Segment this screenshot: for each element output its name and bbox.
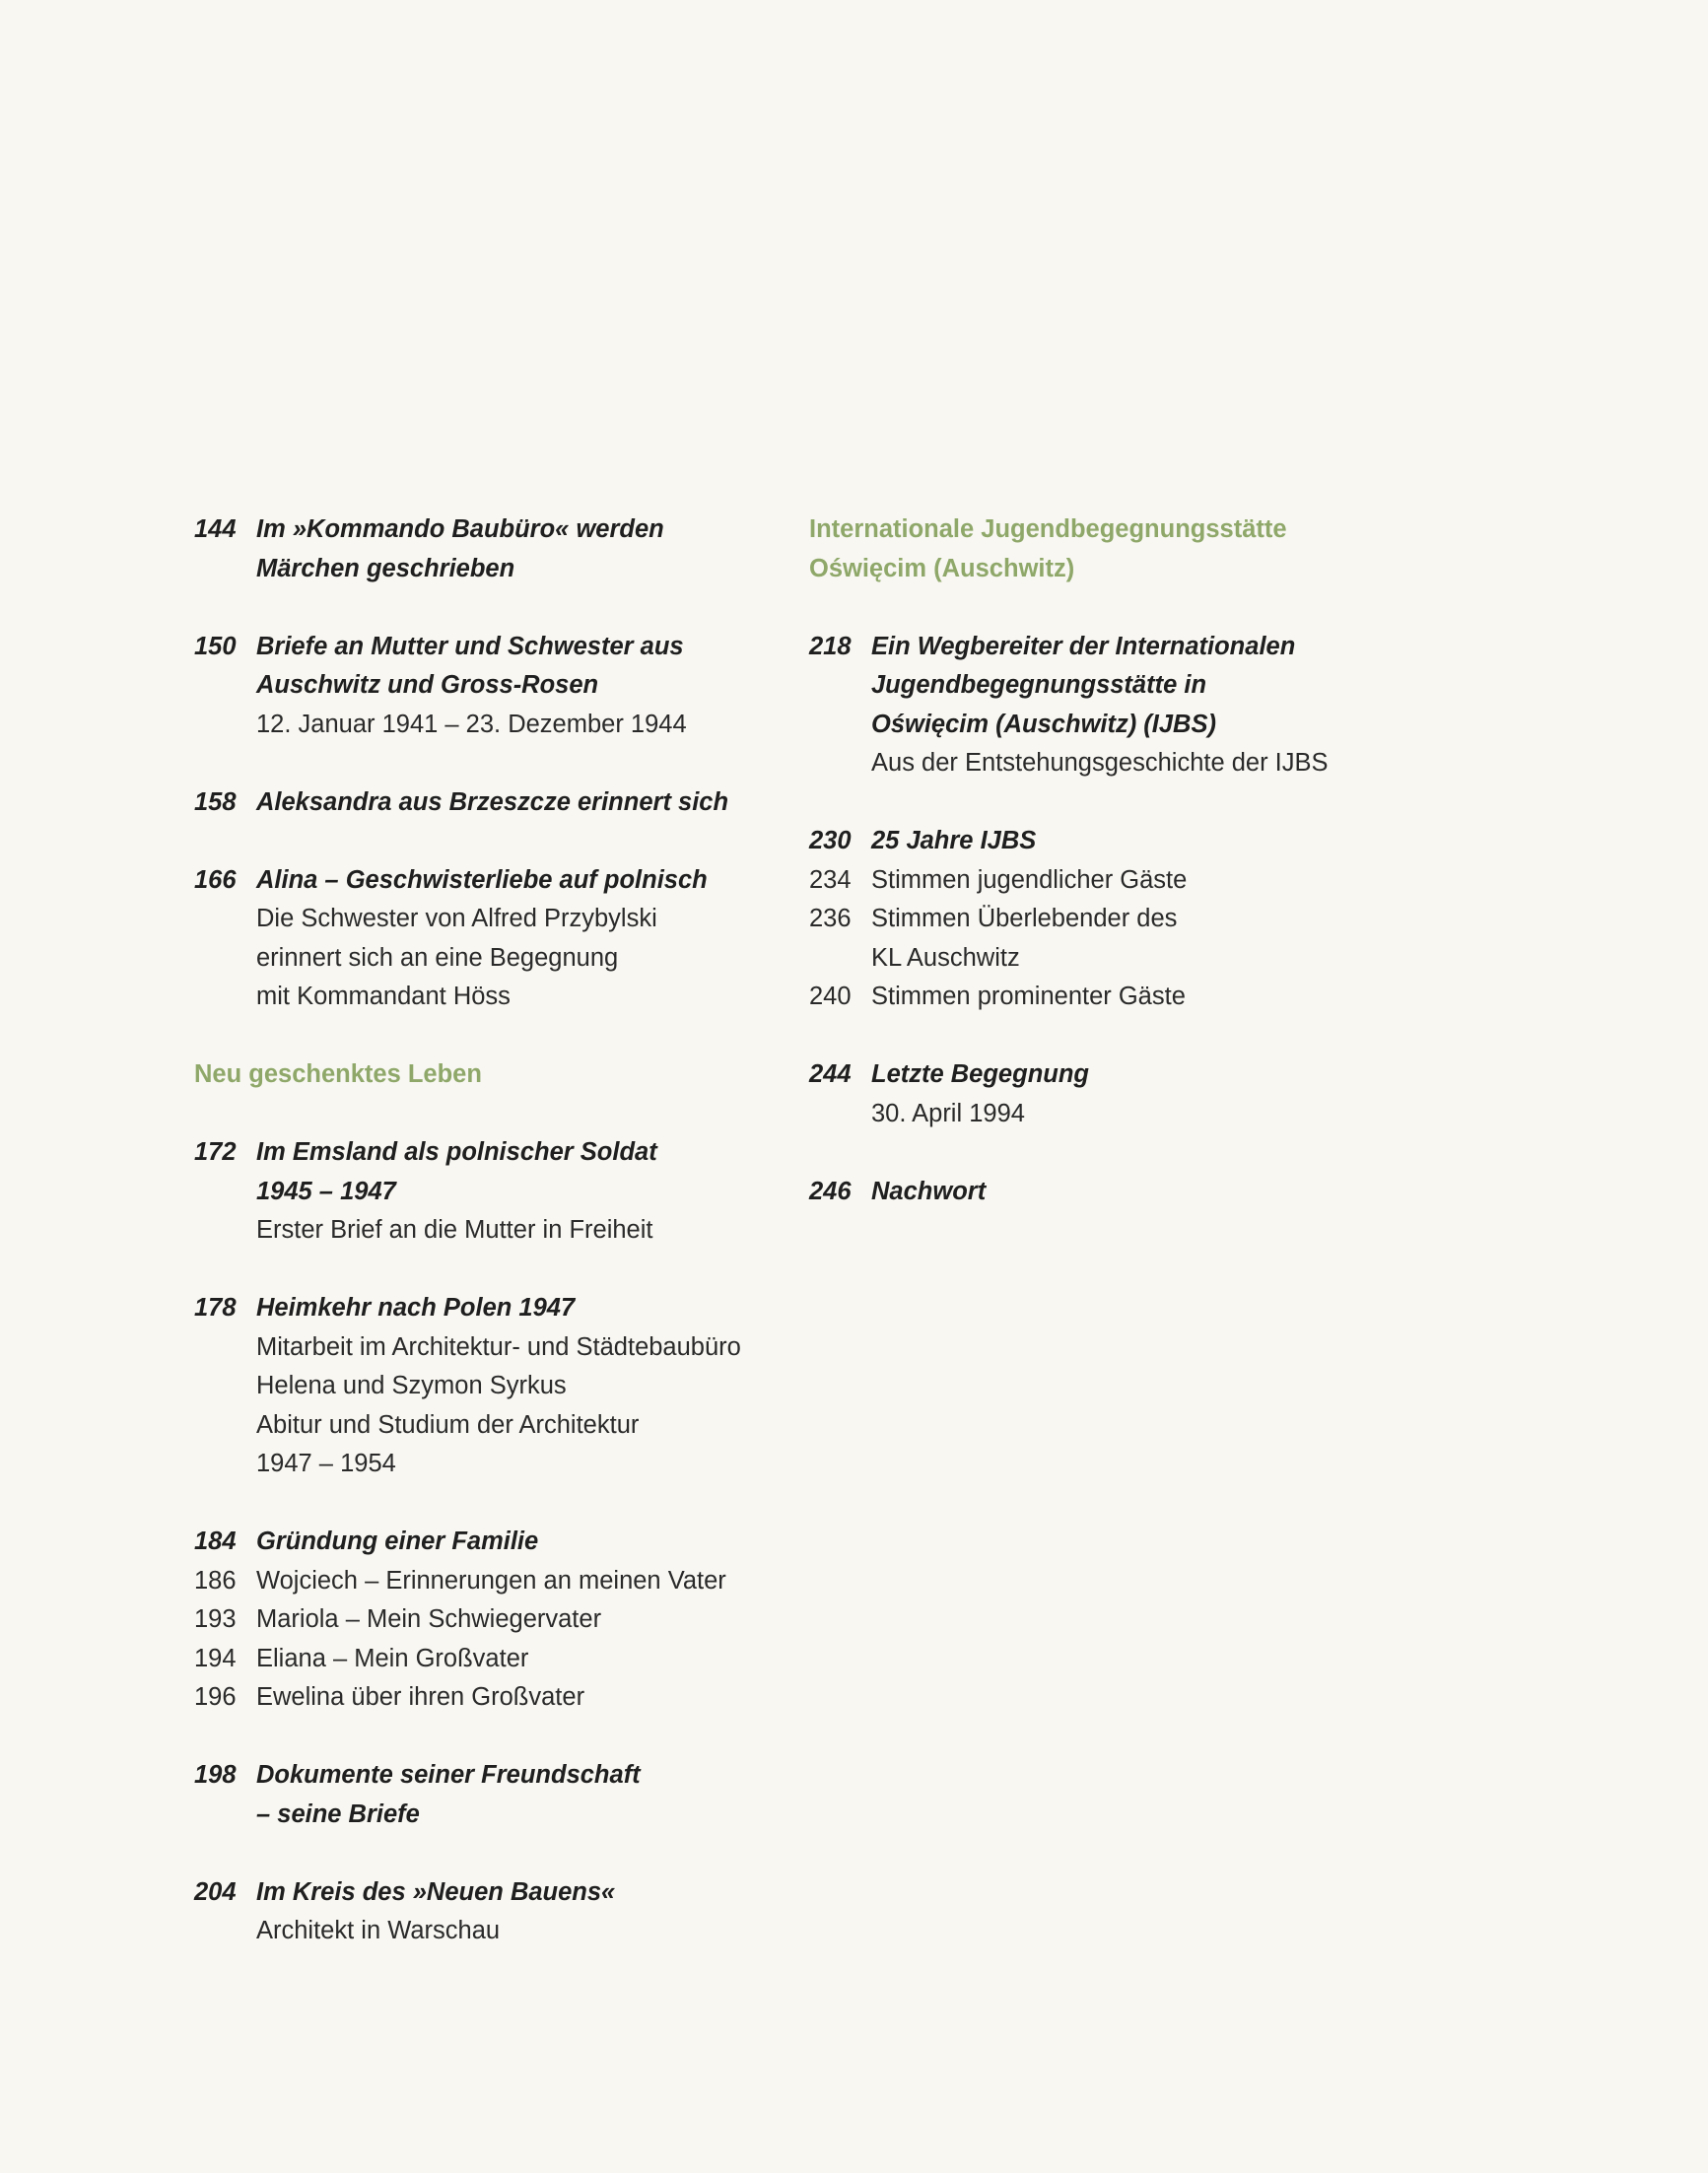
page-number: 166 xyxy=(194,865,237,894)
toc-entry-title-line xyxy=(194,1756,786,1796)
page-number: 196 xyxy=(194,1683,237,1711)
page-number xyxy=(194,1328,256,1368)
page-number: 236 xyxy=(809,905,852,932)
toc-entry-sub-line xyxy=(194,1406,786,1446)
toc-entries-group-bottom xyxy=(194,1133,786,1951)
toc-entry[interactable] xyxy=(194,510,786,588)
page-number: 144 xyxy=(194,515,237,543)
toc-entry-title-line xyxy=(194,510,786,550)
page-number xyxy=(194,666,256,706)
toc-entry-sub-line xyxy=(194,900,786,939)
toc-entry-sub-line xyxy=(194,1600,786,1640)
toc-entry[interactable] xyxy=(194,1289,786,1484)
page-number: 230 xyxy=(809,827,852,854)
entry-text: Abitur und Studium der Architektur xyxy=(256,1410,640,1439)
toc-entry-title-line xyxy=(809,706,1401,745)
toc-entry[interactable] xyxy=(194,628,786,745)
page-number: 198 xyxy=(194,1761,237,1789)
entry-text: Erster Brief an die Mutter in Freiheit xyxy=(256,1216,653,1244)
page-number: 234 xyxy=(809,865,852,894)
toc-entry-sub-line xyxy=(809,744,1401,783)
toc-entry-title-line xyxy=(809,628,1401,667)
toc-entry-title-line xyxy=(809,1055,1401,1095)
toc-entry[interactable] xyxy=(194,1756,786,1834)
entry-text: Aus der Entstehungsgeschichte der IJBS xyxy=(871,749,1329,777)
toc-entry-title-line xyxy=(194,861,786,901)
entry-text: Eliana – Mein Großvater xyxy=(256,1644,529,1672)
page-number xyxy=(194,1367,256,1406)
toc-entry-sub-line xyxy=(194,706,786,745)
page-number: 246 xyxy=(809,1177,852,1205)
entry-text: Auschwitz und Gross-Rosen xyxy=(256,671,599,699)
page-number xyxy=(194,1173,256,1212)
page-number xyxy=(194,1211,256,1251)
toc-entry-sub-line xyxy=(809,861,1401,901)
toc-left-column xyxy=(194,510,786,1990)
page-number xyxy=(194,1445,256,1484)
entry-text: Mariola – Mein Schwiegervater xyxy=(256,1605,602,1633)
page-number: 150 xyxy=(194,632,237,660)
toc-right-column xyxy=(809,510,1401,1251)
entry-text: Im »Kommando Baubüro« werden xyxy=(256,515,664,543)
toc-entry[interactable] xyxy=(809,628,1401,783)
toc-entry-title-line xyxy=(194,1873,786,1913)
entry-text: 12. Januar 1941 – 23. Dezember 1944 xyxy=(256,710,687,738)
toc-entry-title-line xyxy=(194,666,786,706)
entry-text: Mitarbeit im Architektur- und Städtebaubüro xyxy=(256,1332,741,1361)
entry-text: Alina – Geschwisterliebe auf polnisch xyxy=(256,865,708,894)
entry-text: Ewelina über ihren Großvater xyxy=(256,1683,585,1711)
page-number: 240 xyxy=(809,983,852,1010)
entry-text: Wojciech – Erinnerungen an meinen Vater xyxy=(256,1566,726,1595)
entry-text: Jugendbegegnungsstätte in xyxy=(871,671,1207,699)
entry-text: Stimmen Überlebender des xyxy=(871,905,1178,932)
toc-entry-sub-line xyxy=(194,1912,786,1951)
toc-entry-sub-line xyxy=(809,978,1401,1017)
page-number: 194 xyxy=(194,1644,237,1672)
section-heading-ijbs-line-2: Oświęcim (Auschwitz) xyxy=(809,554,1075,582)
section-heading-neu-geschenktes-leben: Neu geschenktes Leben xyxy=(194,1060,482,1088)
section-heading-ijbs-line-1: Internationale Jugendbegegnungsstätte xyxy=(809,515,1287,543)
entry-text: Nachwort xyxy=(871,1177,987,1205)
toc-entry-title-line xyxy=(194,783,786,823)
toc-entry-title-line xyxy=(194,1173,786,1212)
page-number: 172 xyxy=(194,1138,237,1166)
toc-entry-sub-line xyxy=(194,1562,786,1601)
page-number xyxy=(194,1796,256,1835)
page-number xyxy=(809,744,871,783)
toc-entries-group-right xyxy=(809,628,1401,1212)
entry-text: Die Schwester von Alfred Przybylski xyxy=(256,905,657,932)
page-number xyxy=(809,706,871,745)
toc-entry-title-line xyxy=(809,822,1401,861)
page-number xyxy=(194,978,256,1017)
page-number: 178 xyxy=(194,1294,237,1322)
page-number xyxy=(809,666,871,706)
toc-entry-sub-line xyxy=(809,1095,1401,1134)
entry-text: erinnert sich an eine Begegnung xyxy=(256,943,619,972)
entry-text: 1945 – 1947 xyxy=(256,1177,396,1205)
page-number xyxy=(809,939,871,979)
page-number: 193 xyxy=(194,1605,237,1633)
page-number xyxy=(194,939,256,979)
toc-entry-title-line xyxy=(809,666,1401,706)
entry-text: KL Auschwitz xyxy=(871,943,1020,972)
entry-text: Stimmen prominenter Gäste xyxy=(871,983,1186,1010)
toc-entry[interactable] xyxy=(809,1173,1401,1212)
entry-text: Im Kreis des »Neuen Bauens« xyxy=(256,1877,616,1906)
toc-entry-sub-line xyxy=(194,1640,786,1679)
page-number: 204 xyxy=(194,1877,237,1906)
entry-text: Oświęcim (Auschwitz) (IJBS) xyxy=(871,710,1216,738)
toc-entry[interactable] xyxy=(194,783,786,823)
toc-entry-sub-line xyxy=(194,1367,786,1406)
entry-text: Aleksandra aus Brzeszcze erinnert sich xyxy=(256,787,729,816)
toc-entry-title-line xyxy=(194,1523,786,1562)
entry-text: Letzte Begegnung xyxy=(871,1060,1089,1088)
page-number xyxy=(809,1095,871,1134)
toc-entry-title-line xyxy=(194,628,786,667)
entry-text: 1947 – 1954 xyxy=(256,1450,396,1477)
entry-text: Gründung einer Familie xyxy=(256,1528,539,1555)
page-number xyxy=(194,706,256,745)
toc-entry[interactable] xyxy=(194,1873,786,1951)
toc-entry-title-line xyxy=(194,1289,786,1328)
page-number xyxy=(194,1406,256,1446)
entry-text: Ein Wegbereiter der Internationalen xyxy=(871,632,1296,660)
entry-text: mit Kommandant Höss xyxy=(256,983,511,1010)
entry-text: Architekt in Warschau xyxy=(256,1917,501,1944)
toc-entry-sub-line xyxy=(194,939,786,979)
entry-text: Märchen geschrieben xyxy=(256,554,515,582)
toc-entry-sub-line xyxy=(194,1678,786,1718)
toc-entry-title-line xyxy=(809,1173,1401,1212)
entry-text: 30. April 1994 xyxy=(871,1099,1025,1127)
page-number: 218 xyxy=(809,632,852,660)
toc-entry[interactable] xyxy=(194,861,786,1017)
page-number xyxy=(194,900,256,939)
toc-entry-sub-line xyxy=(194,1211,786,1251)
page-number xyxy=(194,1912,256,1951)
toc-entries-group-top xyxy=(194,510,786,1017)
entry-text: Stimmen jugendlicher Gäste xyxy=(871,865,1188,894)
toc-entry[interactable] xyxy=(809,822,1401,1017)
page-number: 184 xyxy=(194,1528,237,1555)
toc-entry-title-line xyxy=(194,550,786,589)
entry-text: Im Emsland als polnischer Soldat xyxy=(256,1138,657,1166)
toc-entry-sub-line xyxy=(194,978,786,1017)
toc-entry-sub-line xyxy=(809,900,1401,939)
entry-text: – seine Briefe xyxy=(256,1800,420,1828)
page-number: 158 xyxy=(194,787,237,816)
entry-text: 25 Jahre IJBS xyxy=(871,827,1037,854)
page-number xyxy=(194,550,256,589)
toc-entry-sub-line xyxy=(809,939,1401,979)
toc-entry-title-line xyxy=(194,1796,786,1835)
page-number: 186 xyxy=(194,1566,237,1595)
toc-entry-sub-line xyxy=(194,1445,786,1484)
toc-entry-sub-line xyxy=(194,1328,786,1368)
toc-entry[interactable] xyxy=(194,1133,786,1251)
entry-text: Dokumente seiner Freundschaft xyxy=(256,1761,641,1789)
toc-entry[interactable] xyxy=(194,1523,786,1718)
toc-entry[interactable] xyxy=(809,1055,1401,1133)
page-number: 244 xyxy=(809,1060,852,1088)
entry-text: Briefe an Mutter und Schwester aus xyxy=(256,632,684,660)
toc-entry-title-line xyxy=(194,1133,786,1173)
entry-text: Heimkehr nach Polen 1947 xyxy=(256,1294,576,1322)
entry-text: Helena und Szymon Syrkus xyxy=(256,1372,567,1399)
